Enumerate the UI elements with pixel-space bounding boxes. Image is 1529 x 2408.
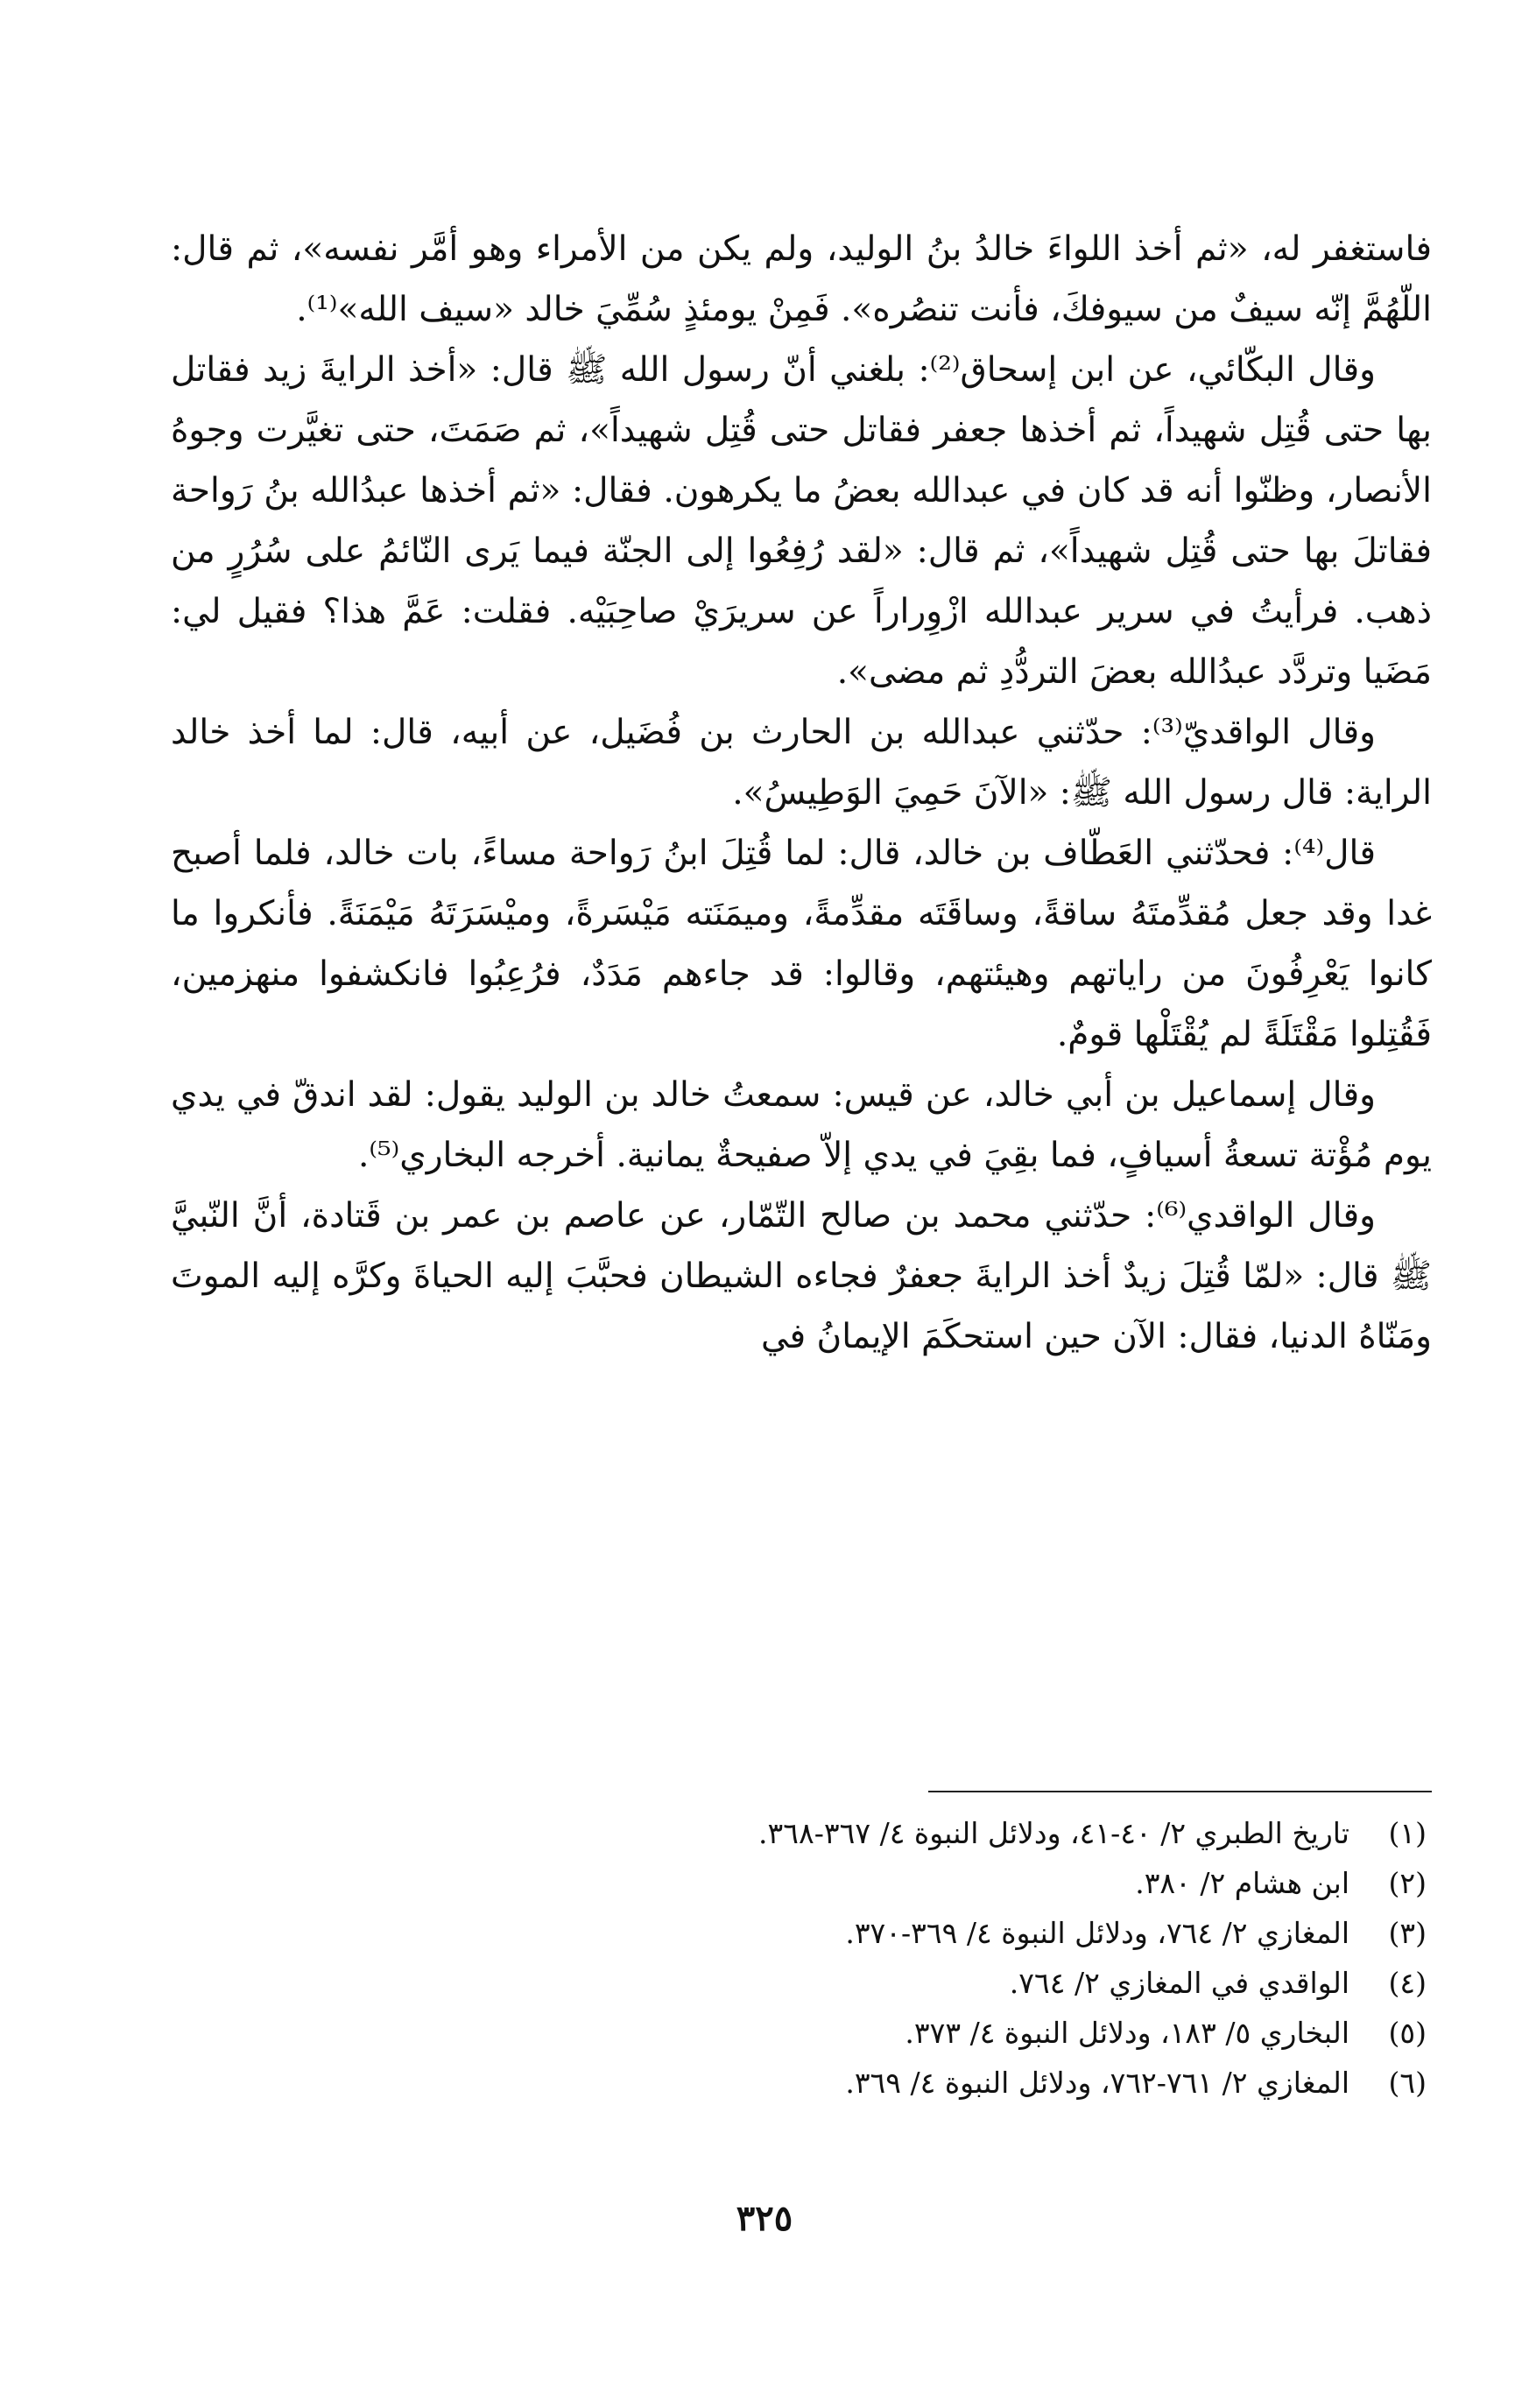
footnote-text: الواقدي في المغازي ٢/ ٧٦٤. <box>1009 1966 1349 2000</box>
footnote-5 <box>171 2008 1432 2058</box>
footnote-text: البخاري ٥/ ١٨٣، ودلائل النبوة ٤/ ٣٧٣. <box>905 2016 1349 2050</box>
footnote-4 <box>171 1958 1432 2008</box>
footnote-number: (٥) <box>1388 2016 1427 2050</box>
footnote-1 <box>171 1808 1432 1858</box>
page-number: ٣٢٥ <box>736 2198 793 2239</box>
footnote-number: (٤) <box>1388 1966 1427 2000</box>
paragraph-5: وقال إسماعيل بن أبي خالد، عن قيس: سمعتُ خالد بن الوليد يقول: لقد اندقّ في يدي يوم مُؤْتة تسعةُ أسيافٍ، فما بقِيَ في يدي إلاّ صفيحةٌ يمانية. أخرجه البخاري⁽⁵⁾. <box>171 1075 1432 1175</box>
footnote-text: ابن هشام ٢/ ٣٨٠. <box>1135 1866 1349 1900</box>
paragraph-4: قال⁽⁴⁾: فحدّثني العَطّاف بن خالد، قال: لما قُتِلَ ابنُ رَواحة مساءً، بات خالد، فلما أصبح غدا وقد جعل مُقدِّمتَهُ ساقةً، وساقَتَه مقدِّمةً، وميمَنَته مَيْسَرةً، وميْسَرَتَهُ مَيْمَنَةً. فأنكروا ما كانوا يَعْرِفُونَ من راياتهم وهيئتهم، وقالوا: قد جاءهم مَدَدٌ، فرُعِبُوا فانكشفوا منهزمين، فَقُتِلوا مَقْتَلَةً لم يُقْتَلْها قومٌ. <box>171 834 1432 1054</box>
footnote-text: المغازي ٢/ ٧٦٤، ودلائل النبوة ٤/ ٣٦٩-٣٧٠. <box>845 1916 1349 1950</box>
footnote-text: تاريخ الطبري ٢/ ٤٠-٤١، ودلائل النبوة ٤/ ٣٦٧-٣٦٨. <box>758 1816 1349 1850</box>
footnote-2 <box>171 1858 1432 1908</box>
footnote-number: (١) <box>1388 1816 1427 1850</box>
paragraph-1: فاستغفر له، «ثم أخذ اللواءَ خالدُ بنُ الوليد، ولم يكن من الأمراء وهو أمَّر نفسه»، ثم قال: اللّهُمَّ إنّه سيفٌ من سيوفكَ، فأنت تنصُره». فَمِنْ يومئذٍ سُمِّيَ خالد «سيف الله»⁽¹⁾. <box>171 229 1432 329</box>
footnote-6 <box>171 2058 1432 2108</box>
paragraph-6: وقال الواقدي⁽⁶⁾: حدّثني محمد بن صالح التّمّار، عن عاصم بن عمر بن قَتادة، أنَّ النّبيَّ ﷺ قال: «لمّا قُتِلَ زيدٌ أخذ الرايةَ جعفرٌ فجاءه الشيطان فحبَّبَ إليه الحياةَ وكرَّه إليه الموتَ ومَنّاهُ الدنيا، فقال: الآن حين استحكَمَ الإيمانُ في <box>171 1196 1432 1356</box>
footnote-divider <box>928 1791 1432 1792</box>
paragraph-3: وقال الواقديّ⁽³⁾: حدّثني عبدالله بن الحارث بن فُضَيل، عن أبيه، قال: لما أخذ خالد الراية: قال رسول الله ﷺ: «الآنَ حَمِيَ الوَطِيسُ». <box>171 713 1432 813</box>
paragraph-2: وقال البكّائي، عن ابن إسحاق⁽²⁾: بلغني أنّ رسول الله ﷺ قال: «أخذ الرايةَ زيد فقاتل بها حتى قُتِل شهيداً، ثم أخذها جعفر فقاتل حتى قُتِل شهيداً»، ثم صَمَتَ، حتى تغيَّرت وجوهُ الأنصار، وظنّوا أنه قد كان في عبدالله بعضُ ما يكرهون. فقال: «ثم أخذها عبدُالله بنُ رَواحة فقاتلَ بها حتى قُتِل شهيداً»، ثم قال: «لقد رُفِعُوا إلى الجنّة فيما يَرى النّائمُ على سُرُرٍ من ذهب. فرأيتُ في سرير عبدالله ازْوِراراً عن سريرَيْ صاحِبَيْه. فقلت: عَمَّ هذا؟ فقيل لي: مَضَيا وتردَّد عبدُالله بعضَ التردُّدِ ثم مضى». <box>171 350 1432 692</box>
main-text <box>171 219 1432 1367</box>
footnote-number: (٦) <box>1388 2066 1427 2100</box>
footnote-3 <box>171 1908 1432 1958</box>
footnote-number: (٢) <box>1388 1866 1427 1900</box>
footnote-number: (٣) <box>1388 1916 1427 1950</box>
footnote-text: المغازي ٢/ ٧٦١-٧٦٢، ودلائل النبوة ٤/ ٣٦٩. <box>845 2066 1349 2100</box>
footnotes <box>171 1808 1432 2108</box>
